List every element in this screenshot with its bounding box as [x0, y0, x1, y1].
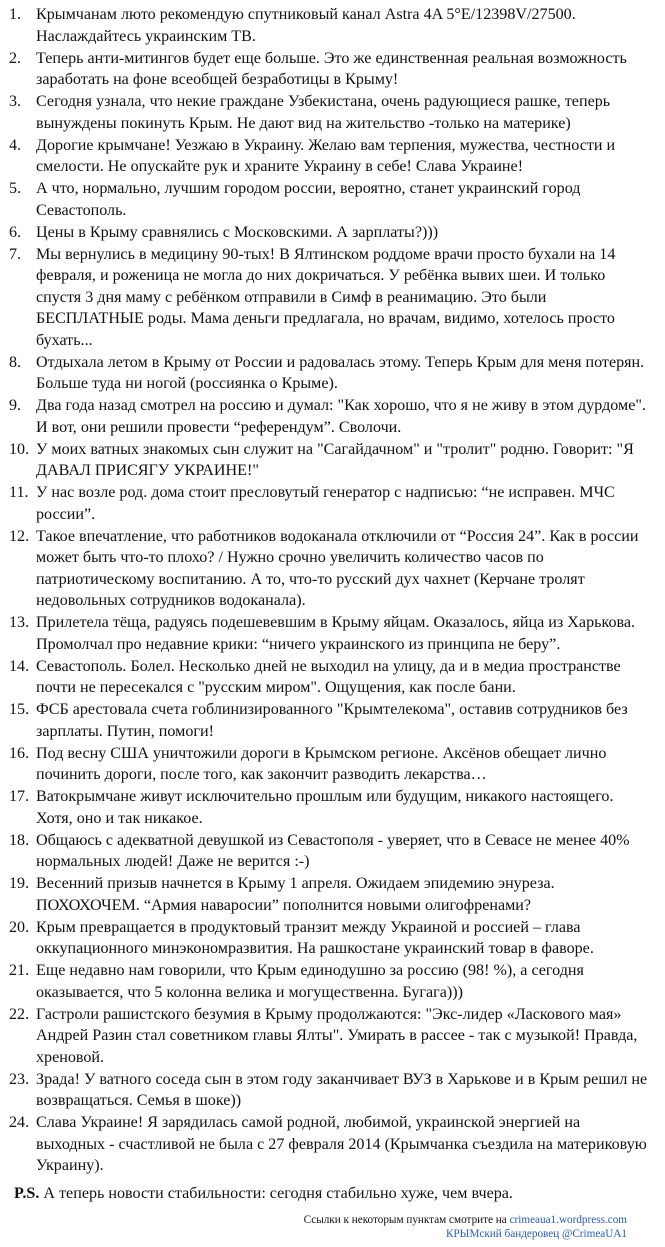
list-item	[8, 699, 651, 742]
list-item-number: 4.	[9, 136, 22, 154]
list-item-text: Два года назад смотрел на россию и думал: "Как хорошо, что я не живу в этом дурдоме". И вот, они решили провести “референдум”. Сволочи.	[36, 397, 646, 436]
list-item	[8, 48, 651, 91]
list-item	[8, 482, 651, 525]
list-item-text: Мы вернулись в медицину 90-тых! В Ялтинском роддоме врачи просто бухали на 14 февраля, и роженица не могла до них докричаться. У ребёнка вывих шеи. И только спустя 3 дня маму с ребёнком отправили в Симф в реанимацию. Это были БЕСПЛАТНЫЕ роды. Мама деньги предлагала, но врачам, видимо, хотелось просто бухать...	[36, 245, 616, 349]
list-item	[8, 873, 651, 916]
list-item-number: 13.	[9, 614, 30, 631]
list-item-number: 20.	[9, 918, 30, 936]
list-item-number: 9.	[9, 397, 22, 414]
list-item-number: 15.	[9, 701, 30, 718]
list-item	[8, 612, 651, 655]
list-item	[8, 178, 651, 221]
list-item	[8, 1112, 651, 1177]
list-item	[8, 439, 651, 482]
list-item-number: 10.	[9, 440, 30, 458]
list-item	[8, 917, 651, 960]
list-item-number: 3.	[9, 93, 22, 110]
list-item	[8, 743, 651, 786]
list-item-text: Цены в Крыму сравнялись с Московскими. А зарплаты?)))	[36, 223, 439, 241]
list-item-text: У моих ватных знакомых сын служит на "Сагайдачном" и "тролит" родню. Говорит: "Я ДАВАЛ ПРИСЯГУ УКРАИНЕ!"	[36, 440, 634, 479]
list-item-number: 7.	[9, 245, 22, 263]
footer-links-line	[304, 1213, 627, 1227]
list-item-text: Весенний призыв начнется в Крыму 1 апреля. Ожидаем эпидемию энуреза. ПОХОХОЧЕМ. “Армия наваросии” пополнится новыми олигофренами?	[36, 875, 555, 914]
list-item-text: Ватокрымчане живут исключительно прошлым или будущим, никакого настоящего. Хотя, оно и так никакое.	[36, 788, 614, 827]
list-item-number: 1.	[9, 6, 22, 23]
list-item	[8, 395, 651, 438]
list-item-text: Сегодня узнала, что некие граждане Узбекистана, очень радующиеся рашке, теперь вынуждены покинуть Крым. Не дают вид на жительство -только на материке)	[36, 93, 611, 132]
list-item-text: Крым превращается в продуктовый транзит между Украиной и россией – глава оккупационного минэкономразвития. На рашкостане украинский товар в фаворе.	[36, 918, 594, 957]
list-item-text: У нас возле род. дома стоит пресловутый генератор с надписью: “не исправен. МЧС россии”.	[36, 484, 615, 523]
list-item-number: 22.	[9, 1005, 30, 1023]
news-list	[8, 4, 651, 1177]
list-item-text: Дорогие крымчане! Уезжаю в Украину. Желаю вам терпения, мужества, честности и смелости. Не опускайте рук и храните Украину в себе! Слава Украине!	[36, 136, 616, 175]
list-item-number: 5.	[9, 180, 22, 197]
list-item-text: ФСБ арестовала счета гоблинизированного "Крымтелекома", оставив сотрудников без зарплаты. Путин, помоги!	[36, 701, 628, 740]
list-item-text: Отдыхала летом в Крыму от России и радовалась этому. Теперь Крым для меня потерян. Больше туда ни ногой (россиянка о Крыме).	[36, 353, 645, 392]
postscript	[8, 1183, 651, 1205]
list-item-text: А что, нормально, лучшим городом россии, вероятно, станет украинский город Севастополь.	[36, 180, 581, 219]
footer-site-link[interactable]: crimeaua1.wordpress.com	[509, 1214, 627, 1226]
list-item	[8, 526, 651, 612]
list-item-number: 14.	[9, 657, 30, 675]
footer	[304, 1213, 627, 1241]
list-item	[8, 1069, 651, 1112]
list-item-number: 17.	[9, 788, 30, 805]
ps-text: А теперь новости стабильности: сегодня стабильно хуже, чем вчера.	[39, 1184, 513, 1202]
list-item-text: Общаюсь с адекватной девушкой из Севастополя - уверяет, что в Севасе не менее 40% нормальных людей! Даже не верится :-)	[36, 831, 630, 870]
list-item-number: 21.	[9, 962, 30, 979]
list-item-text: Слава Украине! Я зарядилась самой родной, любимой, украинской энергией на выходных - счастливой не была с 27 февраля 2014 (Крымчанка съездила на материковую Украину).	[36, 1114, 647, 1174]
list-item-number: 23.	[9, 1070, 30, 1088]
list-item-number: 12.	[9, 527, 30, 545]
list-item	[8, 135, 651, 178]
list-item-number: 2.	[9, 49, 22, 67]
list-item-text: Под весну США уничтожили дороги в Крымском регионе. Аксёнов обещает лично починить дороги, после того, как закончит разводить лекарства…	[36, 744, 607, 783]
list-item	[8, 830, 651, 873]
list-item-number: 24.	[9, 1114, 30, 1131]
list-item-number: 18.	[9, 831, 30, 849]
list-item	[8, 960, 651, 1003]
list-item	[8, 4, 651, 47]
list-item-text: Севастополь. Болел. Несколько дней не выходил на улицу, да и в медиа пространстве почти не пересекался с "русским миром". Ощущения, как после бани.	[36, 657, 621, 696]
footer-links-text: Ссылки к некоторым пунктам смотрите на	[303, 1214, 510, 1226]
list-item-text: Такое впечатление, что работников водоканала отключили от “Россия 24”. Как в россии может быть что-то плохо? / Нужно срочно увеличить количество часов по патриотическому воспитанию. А то, что-то русский дух чахнет (Керчане тролят недовольных сотрудников водоканала).	[36, 527, 639, 609]
list-item-number: 8.	[9, 353, 22, 371]
footer-author[interactable]: КРЫМский бандеровец @CrimeaUA1	[446, 1228, 627, 1240]
list-item-number: 6.	[9, 223, 22, 241]
list-item	[8, 656, 651, 699]
ps-label: P.S.	[14, 1184, 40, 1202]
list-item-number: 16.	[9, 744, 30, 762]
list-item	[8, 91, 651, 134]
list-item	[8, 222, 651, 244]
list-item-text: Теперь анти-митингов будет еще больше. Это же единственная реальная возможность заработать на фоне всеобщей безработицы в Крыму!	[36, 49, 627, 88]
list-item-text: Еще недавно нам говорили, что Крым единодушно за россию (98! %), а сегодня оказывается, что 5 колонна велика и могущественна. Бугага)))	[36, 962, 584, 1001]
list-item	[8, 244, 651, 352]
list-item-text: Гастроли рашистского безумия в Крыму продолжаются: "Экс-лидер «Ласкового мая» Андрей Разин стал советником главы Ялты". Умирать в рассее - так с музыкой! Правда, хреновой.	[36, 1005, 638, 1066]
list-item-text: Крымчанам люто рекомендую спутниковый канал Astra 4A 5°E/12398V/27500. Наслаждайтесь украинским ТВ.	[36, 6, 576, 45]
list-item-number: 11.	[9, 484, 29, 501]
list-item-text: Зрада! У ватного соседа сын в этом году заканчивает ВУЗ в Харькове и в Крым решил не возвращаться. Семья в шоке))	[36, 1070, 648, 1109]
list-item-number: 19.	[9, 875, 30, 892]
list-item	[8, 1004, 651, 1069]
list-item	[8, 352, 651, 395]
list-item	[8, 786, 651, 829]
list-item-text: Прилетела тёща, радуясь подешевевшим в Крыму яйцам. Оказалось, яйца из Харькова. Промолчал про недавние крики: “ничего украинского из принципа не беру”.	[36, 614, 636, 653]
